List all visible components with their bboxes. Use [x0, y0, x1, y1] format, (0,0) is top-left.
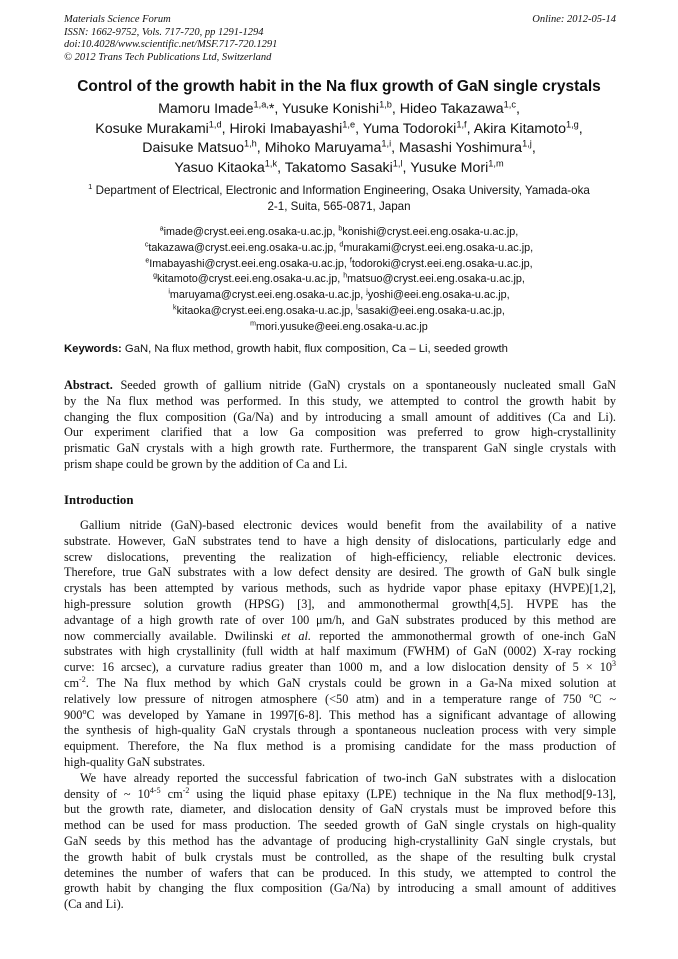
- email-link[interactable]: kitaoka@cryst.eei.eng.osaka-u.ac.jp,: [176, 304, 354, 317]
- email-link[interactable]: imade@cryst.eei.eng.osaka-u.ac.jp,: [163, 226, 336, 238]
- paper-title: Control of the growth habit in the Na flux growth of GaN single crystals: [77, 78, 601, 95]
- email-link[interactable]: matsuo@cryst.eei.eng.osaka-u.ac.jp,: [347, 273, 525, 286]
- email-list: $^a$imade@cryst.eei.eng.osaka-u.ac.jp, $^b$konishi@cryst.eei.eng.osaka-u.ac.jp, $^c$takazawa@cryst.eei.eng.osaka-u.ac.jp, $^d$murakami@cryst.eei.eng.osaka-u.ac.jp, $^e$Imabayashi@cryst.eei.eng.osaka-u.ac.jp, $^f$todoroki@cryst.eei.eng.osaka-u.ac.jp, $^g$kitamoto@cryst.eei.eng.osaka-u.ac.jp, $^h$matsuo@cryst.eei.eng.osaka-u.ac.jp, $^i$maruyama@cryst.eei.eng.osaka-u.ac.jp, $^j$yoshi@eei.eng.osaka-u.ac.jp, $^k$kitaoka@cryst.eei.eng.osaka-u.ac.jp, $^l$sasaki@eei.eng.osaka-u.ac.jp, $^m$mori.yusuke@eei.eng.osaka-u.ac.jp: [144, 225, 534, 333]
- journal-name: Materials Science Forum: [64, 14, 171, 25]
- abstract: Abstract. Seeded growth of gallium nitride (GaN) crystals on a spontaneously nucleated small GaN by the Na flux method was performed. In this study, we attempted to control the growth habit by changing the flux composition (Ga/Na) and by introducing a small amount of additives (Ca and Li). Our experiment clarified that a low Ga composition was preferred to grow high-crystallinity prismatic GaN crystals with a high growth rate. Furthermore, the transparent GaN single crystals with prism shape could be grown by the addition of Ca and Li.: [64, 378, 616, 471]
- email-link[interactable]: konishi@cryst.eei.eng.osaka-u.ac.jp,: [342, 226, 519, 238]
- author-row: Daisuke Matsuo$^{1,h}$, Mihoko Maruyama$^{1,i}$, Masashi Yoshimura$^{1,j}$,: [142, 138, 536, 156]
- copyright-line: © 2012 Trans Tech Publications Ltd, Switzerland: [64, 51, 272, 63]
- author-row: Mamoru Imade$^{1,a,}$*, Yusuke Konishi$^{1,b}$, Hideo Takazawa$^{1,c}$,: [158, 99, 520, 117]
- email-link[interactable]: Imabayashi@cryst.eei.eng.osaka-u.ac.jp,: [149, 257, 347, 270]
- online-date: Online: 2012-05-14: [532, 14, 616, 25]
- author-row: Kosuke Murakami$^{1,d}$, Hiroki Imabayashi$^{1,e}$, Yuma Todoroki$^{1,f}$, Akira Kitamoto$^{1,g}$,: [95, 118, 583, 137]
- email-link[interactable]: todoroki@cryst.eei.eng.osaka-u.ac.jp,: [351, 257, 533, 270]
- journal-header: [64, 14, 616, 64]
- affiliation: $^1$ Department of Electrical, Electronic and Information Engineering, Osaka University, Yamada-oka 2-1, Suita, 565-0871, Japan: [88, 182, 590, 213]
- keywords-text: GaN, Na flux method, growth habit, flux composition, Ca – Li, seeded growth: [124, 343, 508, 355]
- author-row: Yasuo Kitaoka$^{1,k}$, Takatomo Sasaki$^{1,l}$, Yusuke Mori$^{1,m}$: [174, 157, 504, 176]
- author-list: [40, 100, 638, 178]
- email-link[interactable]: sasaki@eei.eng.osaka-u.ac.jp,: [357, 304, 505, 317]
- email-link[interactable]: yoshi@eei.eng.osaka-u.ac.jp,: [367, 289, 510, 302]
- email-link[interactable]: murakami@cryst.eei.eng.osaka-u.ac.jp,: [343, 241, 534, 254]
- abstract-label: Abstract.: [64, 378, 113, 392]
- section-heading: Introduction: [64, 493, 134, 507]
- issn-line: ISSN: 1662-9752, Vols. 717-720, pp 1291-1294: [64, 26, 264, 38]
- doi-line: doi:10.4028/www.scientific.net/MSF.717-720.1291: [64, 39, 278, 51]
- keywords: [64, 343, 616, 355]
- email-link[interactable]: mori.yusuke@eei.eng.osaka-u.ac.jp: [256, 320, 428, 333]
- introduction-body: Gallium nitride (GaN)-based electronic devices would benefit from the availability of a native substrate. However, GaN substrates tend to have a high density of dislocations, particularly edge and screw dislocations, preventing the realization of high-efficiency, reliable electronic devices. Therefore, true GaN substrates with a low defect density are desired. The growth of GaN bulk single crystals has been attempted by various methods, such as hydride vapor phase epitaxy (HVPE)[1,2], high-pressure solution growth (HPSG) [3], and ammonothermal growth[4,5]. HVPE has the advantage of a high growth rate of over 100 μm/h, and GaN substrates produced by this method are now commercially available. Dwilinski et al. reported the ammonothermal growth of one-inch GaN substrates with high crystallinity (full width at half maximum (FWHM) of GaN (0002) X-ray rocking curve: 16 arcsec), a curvature radius greater than 1000 m, and a low dislocation density of $5 \times 10^3$ $cm^{-2}$. The Na flux method by which GaN crystals could be grown in a Ga-Na mixed solution at relatively low pressure of nitrogen atmosphere (<50 atm) and in a temperature range of 750 $^o$C ~ 900$^o$C was developed by Yamane in 1997[6-8]. This method has a significant advantage of allowing the synthesis of high-quality GaN crystals through a spontaneous nucleation process with very simple equipment. Therefore, the Na flux method is a promising candidate for the mass production of high-quality GaN substrates. We have already reported the successful fabrication of two-inch GaN substrates with a dislocation density of ~ 10$^{4-5}$ $cm^{-2}$ using the liquid phase epitaxy (LPE) technique in the Na flux method[9-13], but the growth rate, diameter, and dislocation density of GaN crystals must be improved before this method can be used for mass production. The seeded growth of GaN single crystals on high-quality GaN seeds by this method has the advantage of producing high-crystallinity GaN single crystals, but the growth habit of bulk crystals must be controlled, as the shape of the resulting bulk crystal detemines the number of wafers that can be produced. In this study, we attempted to control the growth habit by changing the flux composition (Ga/Na) by introducing a small amount of additives (Ca and Li).: [64, 518, 617, 912]
- keywords-label: Keywords:: [64, 343, 122, 355]
- email-link[interactable]: takazawa@cryst.eei.eng.osaka-u.ac.jp,: [148, 241, 337, 254]
- email-link[interactable]: maruyama@cryst.eei.eng.osaka-u.ac.jp,: [169, 289, 364, 302]
- email-link[interactable]: kitamoto@cryst.eei.eng.osaka-u.ac.jp,: [157, 273, 341, 286]
